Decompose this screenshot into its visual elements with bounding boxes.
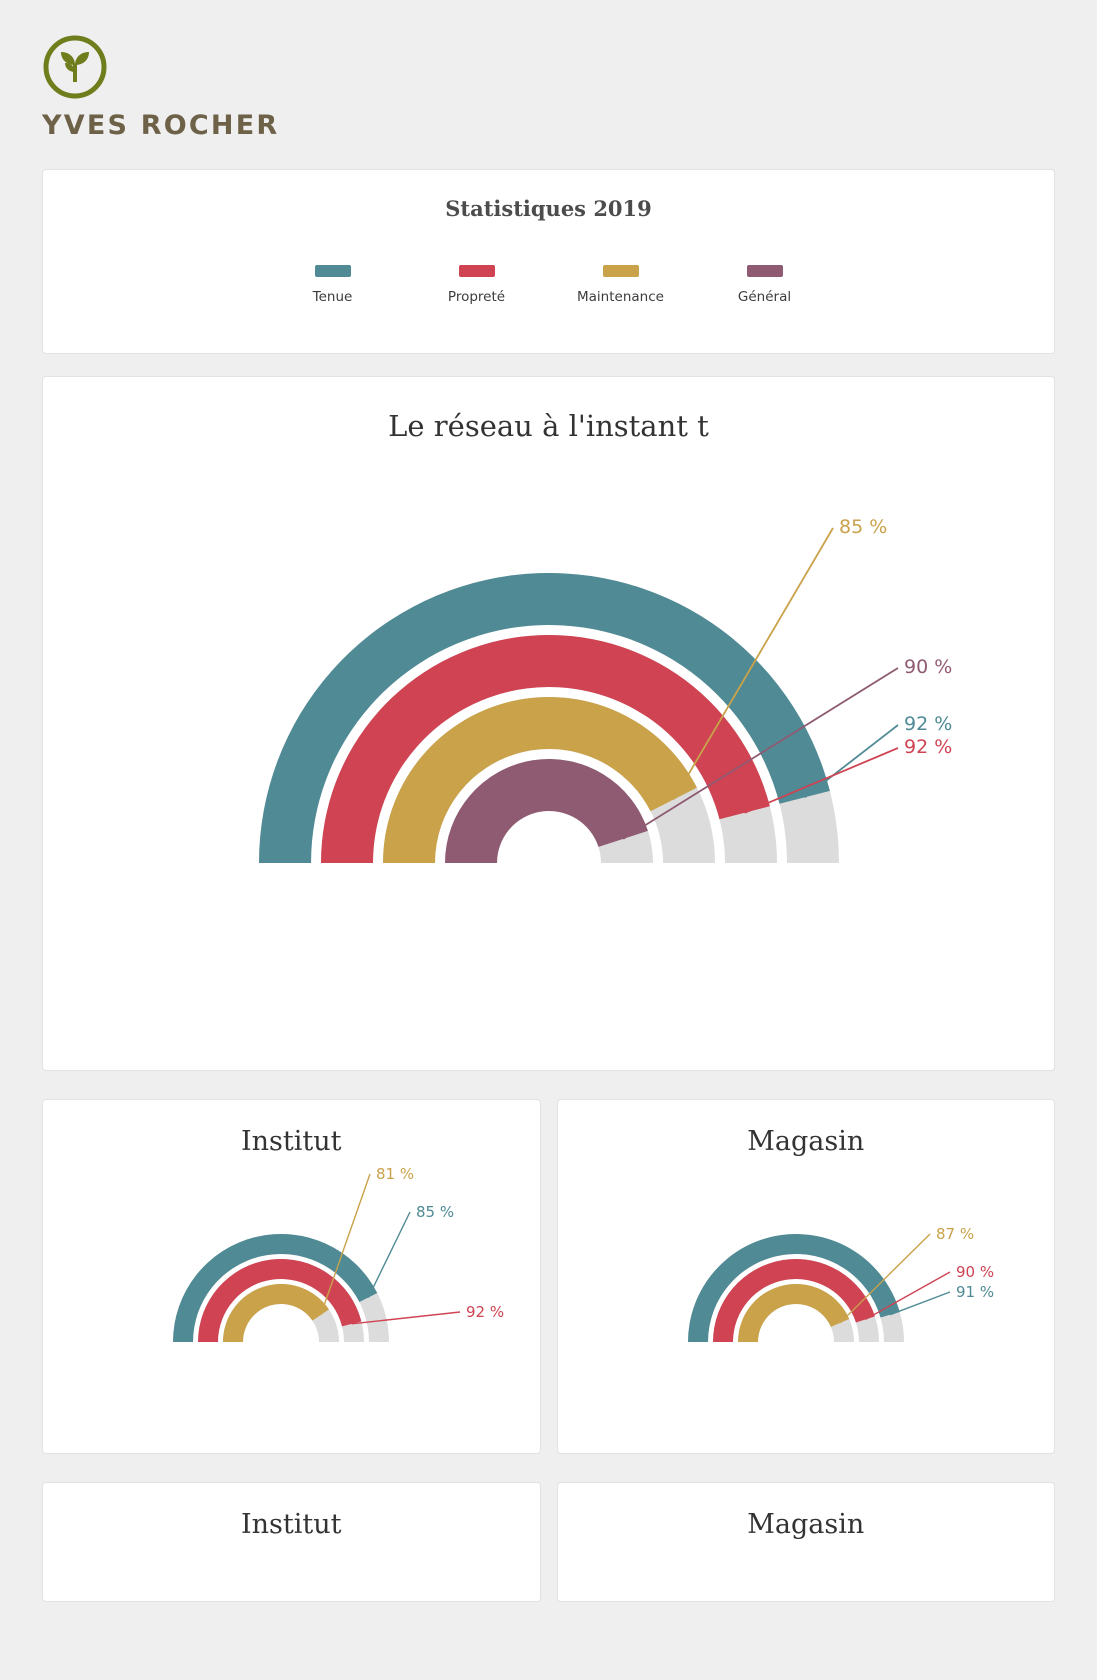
yves-rocher-leaf-logo-icon bbox=[42, 34, 1097, 100]
legend bbox=[43, 265, 1054, 305]
legend-item-tenue[interactable] bbox=[279, 265, 387, 305]
bottom-charts-row bbox=[42, 1482, 1055, 1602]
page-title: Statistiques 2019 bbox=[445, 196, 652, 221]
gauge-chart-network bbox=[43, 443, 1054, 1003]
legend-label-tenue: Tenue bbox=[312, 289, 353, 305]
chart-title-network: Le réseau à l'instant t bbox=[388, 409, 709, 443]
gauge-value-label-tenue: 91 % bbox=[955, 1283, 994, 1301]
legend-item-proprete[interactable] bbox=[423, 265, 531, 305]
gauge-value-label-général: 90 % bbox=[903, 656, 952, 678]
chart-title-magasin-2: Magasin bbox=[747, 1509, 865, 1540]
legend-label-general: Général bbox=[737, 289, 792, 305]
gauge-main-svg bbox=[49, 443, 1049, 1003]
legend-swatch-general bbox=[747, 265, 783, 277]
institut-gauge-card bbox=[42, 1099, 541, 1454]
gauge-leader-line-tenue bbox=[890, 1292, 950, 1315]
gauge-value-label-propreté: 90 % bbox=[955, 1263, 994, 1281]
gauge-value-label-tenue: 85 % bbox=[416, 1203, 455, 1221]
magasin-gauge-card-2 bbox=[557, 1482, 1056, 1602]
gauge-chart-institut bbox=[43, 1157, 540, 1407]
legend-item-general[interactable] bbox=[711, 265, 819, 305]
gauge-value-label-maintenance: 81 % bbox=[376, 1165, 415, 1183]
legend-swatch-proprete bbox=[459, 265, 495, 277]
gauge-institut-svg bbox=[71, 1157, 511, 1407]
small-charts-row bbox=[42, 1099, 1055, 1454]
gauge-value-label-propreté: 92 % bbox=[903, 736, 952, 758]
brand-header bbox=[0, 0, 1097, 141]
legend-label-maintenance: Maintenance bbox=[577, 289, 664, 305]
gauge-magasin-svg bbox=[586, 1157, 1026, 1407]
legend-label-proprete: Propreté bbox=[447, 289, 506, 305]
chart-title-institut: Institut bbox=[241, 1126, 342, 1157]
gauge-leader-line-tenue bbox=[369, 1212, 411, 1298]
magasin-gauge-card bbox=[557, 1099, 1056, 1454]
chart-title-magasin: Magasin bbox=[747, 1126, 865, 1157]
legend-swatch-maintenance bbox=[603, 265, 639, 277]
gauge-value-label-maintenance: 87 % bbox=[935, 1225, 974, 1243]
brand-name: YVES ROCHER bbox=[42, 110, 280, 141]
gauge-value-label-propreté: 92 % bbox=[466, 1303, 505, 1321]
chart-title-institut-2: Institut bbox=[241, 1509, 342, 1540]
network-gauge-card bbox=[42, 376, 1055, 1071]
gauge-value-label-tenue: 92 % bbox=[903, 713, 952, 735]
gauge-chart-magasin bbox=[558, 1157, 1055, 1407]
legend-item-maintenance[interactable] bbox=[567, 265, 675, 305]
institut-gauge-card-2 bbox=[42, 1482, 541, 1602]
statistics-legend-card bbox=[42, 169, 1055, 354]
gauge-value-label-maintenance: 85 % bbox=[838, 516, 887, 538]
legend-swatch-tenue bbox=[315, 265, 351, 277]
